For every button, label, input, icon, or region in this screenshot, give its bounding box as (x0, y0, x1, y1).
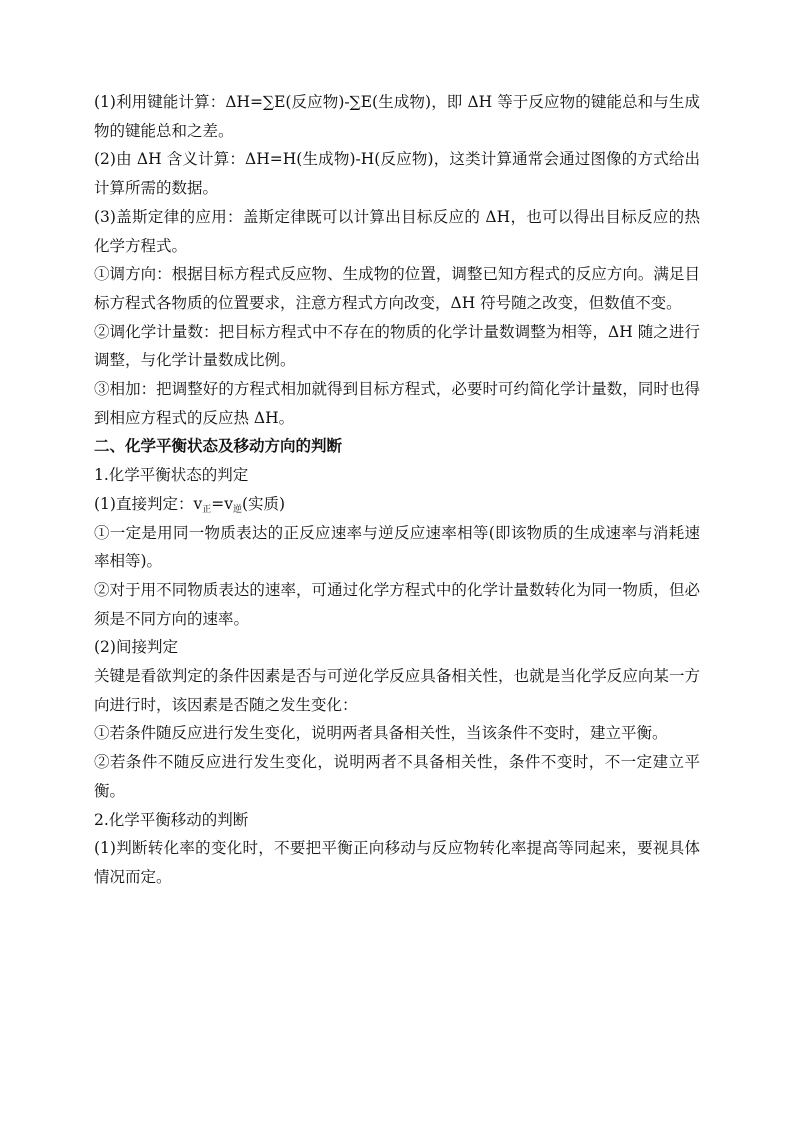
document-page (94, 88, 700, 892)
direct-judgment-prefix: (1)直接判定：v (94, 494, 203, 513)
paragraph-different-substance-rate: ②对于用不同物质表达的速率，可通过化学方程式中的化学计量数转化为同一物质，但必须是不同方向的速率。 (94, 580, 700, 628)
paragraph-adjust-direction: ①调方向：根据目标方程式反应物、生成物的位置，调整已知方程式的反应方向。满足目标方程式各物质的位置要求，注意方程式方向改变，ΔH 符号随之改变，但数值不变。 (94, 265, 700, 312)
subheading-indirect-judgment: (2)间接判定 (94, 638, 178, 657)
paragraph-direct-judgment (94, 490, 700, 519)
direct-judgment-middle: =v (211, 494, 233, 513)
paragraph-conversion-rate: (1)判断转化率的变化时，不要把平衡正向移动与反应物转化率提高等同起来，要视具体情况而定。 (94, 839, 700, 886)
paragraph-adjust-coefficients: ②调化学计量数：把目标方程式中不存在的物质的化学计量数调整为相等，ΔH 随之进行调整，与化学计量数成比例。 (94, 322, 700, 370)
subscript-forward: 正 (202, 504, 212, 515)
paragraph-indirect-key: 关键是看欲判定的条件因素是否与可逆化学反应具备相关性，也就是当化学反应向某一方向进行时，该因素是否随之发生变化： (94, 667, 700, 714)
paragraph-condition-unchanged: ②若条件不随反应进行发生变化，说明两者不具备相关性，条件不变时，不一定建立平衡。 (94, 753, 700, 800)
paragraph-same-substance-rate: ①一定是用同一物质表达的正反应速率与逆反应速率相等(即该物质的生成速率与消耗速率相等)。 (94, 523, 700, 571)
paragraph-add-equations: ③相加：把调整好的方程式相加就得到目标方程式，必要时可约简化学计量数，同时也得到相应方程式的反应热 ΔH。 (94, 380, 700, 427)
paragraph-hess-law: (3)盖斯定律的应用：盖斯定律既可以计算出目标反应的 ΔH，也可以得出目标反应的热化学方程式。 (94, 207, 700, 255)
subscript-reverse: 逆 (232, 504, 242, 515)
subheading-equilibrium-state: 1.化学平衡状态的判定 (94, 466, 249, 485)
section-heading-equilibrium: 二、化学平衡状态及移动方向的判断 (94, 436, 343, 456)
direct-judgment-suffix: (实质) (242, 494, 286, 513)
paragraph-condition-changes: ①若条件随反应进行发生变化，说明两者具备相关性，当该条件不变时，建立平衡。 (94, 724, 668, 743)
paragraph-bond-energy: (1)利用键能计算：ΔH=∑E(反应物)-∑E(生成物)，即 ΔH 等于反应物的键能总和与生成物的键能总和之差。 (94, 93, 700, 140)
subheading-equilibrium-shift: 2.化学平衡移动的判断 (94, 810, 249, 829)
paragraph-delta-h-definition: (2)由 ΔH 含义计算：ΔH=H(生成物)-H(反应物)，这类计算通常会通过图像的方式给出计算所需的数据。 (94, 150, 700, 198)
